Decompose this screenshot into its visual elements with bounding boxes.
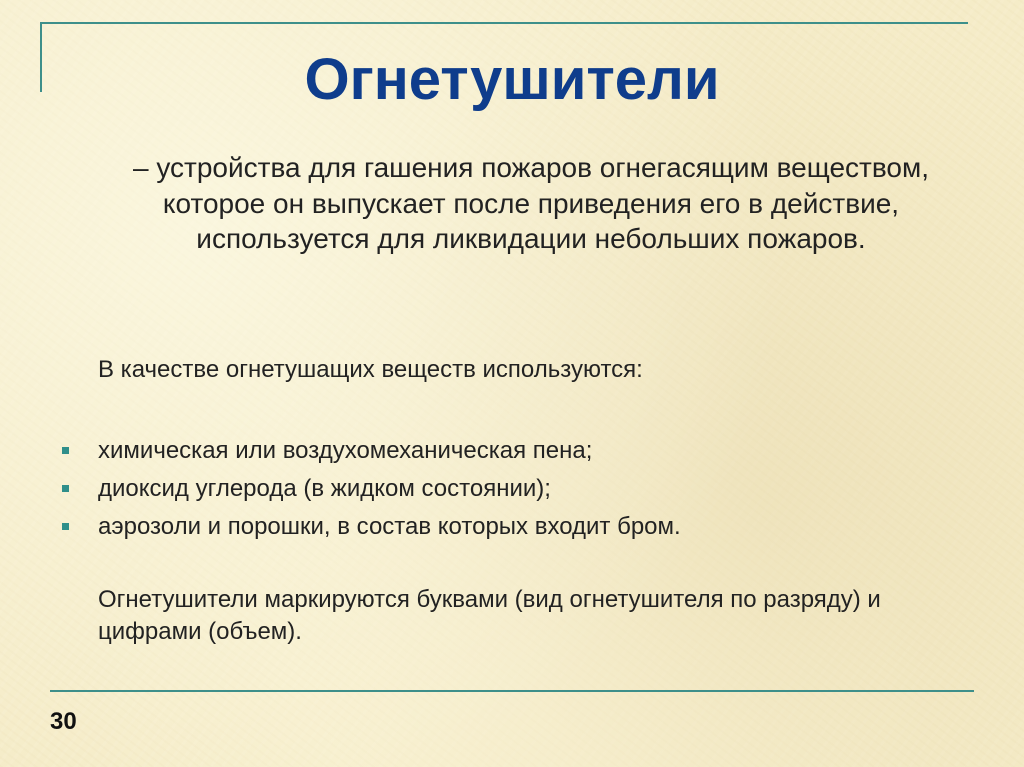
list-item-text: диоксид углерода (в жидком состоянии); — [98, 475, 551, 502]
top-divider — [40, 22, 968, 24]
marking-note-text: Огнетушители маркируются буквами (вид огнетушителя по разряду) и цифрами (объем). — [98, 586, 881, 646]
bottom-divider — [50, 690, 974, 692]
square-bullet-icon — [62, 485, 69, 492]
list-item-text: химическая или воздухомеханическая пена; — [98, 437, 593, 464]
list-item — [60, 432, 960, 470]
list-item — [60, 470, 960, 508]
slide-title: Огнетушители — [304, 47, 720, 112]
intro-text: В качестве огнетушащих веществ используются: — [98, 356, 643, 383]
square-bullet-icon — [62, 523, 69, 530]
definition-text: – устройства для гашения пожаров огнегасящим веществом, которое он выпускает после приведения его в действие, используется для ликвидации небольших пожаров. — [132, 152, 930, 255]
list-item — [60, 508, 960, 546]
square-bullet-icon — [62, 447, 69, 454]
bullet-list — [60, 432, 960, 546]
page-number: 30 — [50, 708, 77, 735]
list-item-text: аэрозоли и порошки, в состав которых входит бром. — [98, 513, 681, 540]
